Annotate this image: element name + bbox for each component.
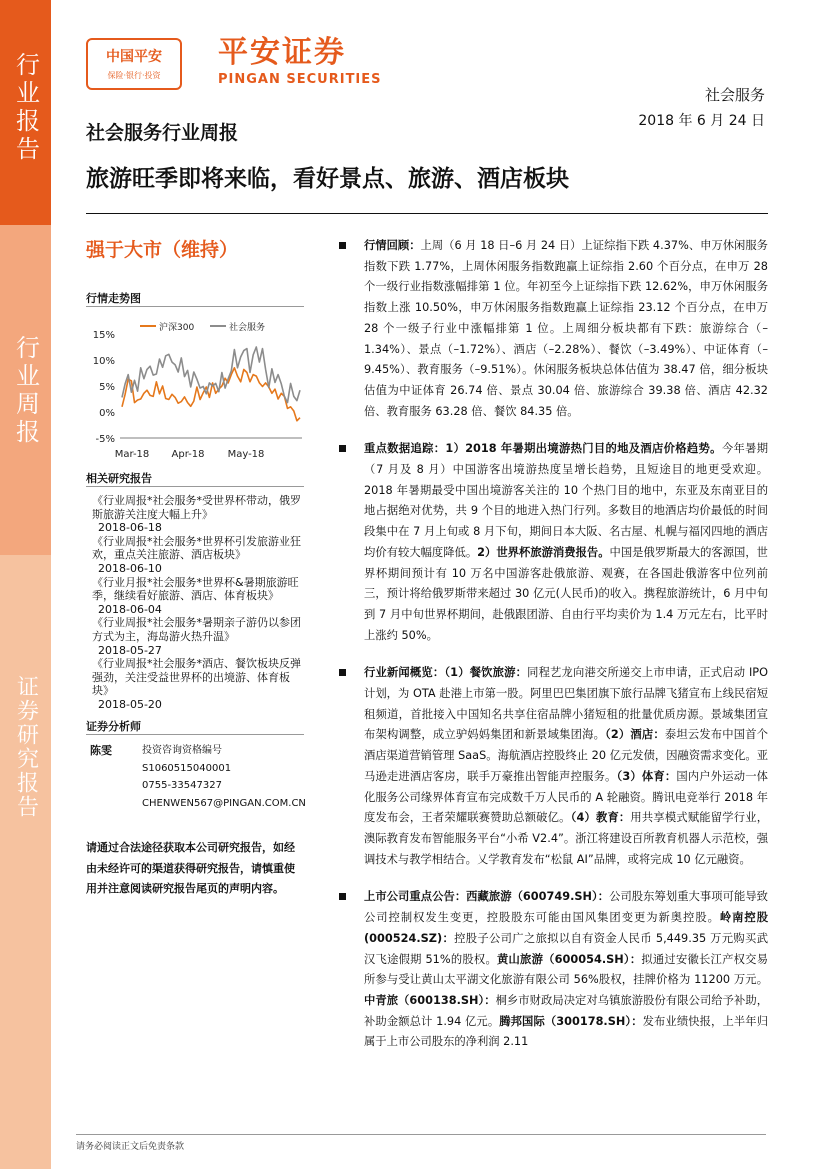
market-review-paragraph [338,236,768,422]
related-report-item[interactable] [92,576,304,617]
para-text: 国内户外运动一体化服务公司缘界体育宣布完成数千万人民币的 A 轮融资。腾讯电竞举行 2018 年度发布会，王者荣耀联赛赞助总额破亿。 [364,769,768,825]
company-name: 黄山旅游（600054.SH）： [496,952,642,966]
divider [86,734,304,735]
company-name: 中青旅（600138.SH）： [364,993,496,1007]
x-tick-label: May-18 [227,449,265,460]
data-tracking-paragraph [338,439,768,646]
sidebar-label: 证券研究报告 [13,675,39,819]
report-date: 2018 年 6 月 24 日 [638,113,765,129]
brand-name-en: PINGAN SECURITIES [218,72,382,87]
para-lead: 行情回顾： [364,239,421,252]
sidebar-block-weekly [0,225,51,555]
sidebar-block-research [0,555,51,1169]
pingan-logo-tagline: 保险·银行·投资 [107,71,161,80]
para-lead: 重点数据追踪：1）2018 年暑期出境游热门目的地及酒店价格趋势。 [364,442,722,456]
x-tick-label: Mar-18 [114,449,150,460]
footer-note: 请务必阅读正文后免责条款 [76,1142,185,1152]
para-text: 泰坦云发布中国首个酒店渠道营销管理 SaaS。海航酒店控股终止 20 亿元发债，因融资需求变化。亚马逊走进酒店客房，联手万豪推出智能声控服务。 [364,728,768,783]
related-report-item[interactable] [92,494,304,535]
analyst-phone: 0755-33547327 [142,780,222,791]
brand-logo [218,36,382,87]
related-report-item[interactable] [92,535,304,576]
para-text: 控股子公司广之旅拟以自有资金人民币 5,449.35 万元购买武汉飞途假期 51%的股权。 [364,931,768,966]
analyst-license: S1060515040001 [142,762,232,774]
related-report-title: 《行业周报*社会服务*暑期亲子游仍以参团方式为主，海岛游火热升温》 [92,616,301,643]
page-title: 旅游旺季即将来临，看好景点、旅游、酒店板块 [86,166,569,192]
para-text: 发布业绩快报，上半年归属于上市公司股东的净利润 2.11 [364,1014,768,1049]
para-lead: （2）酒店： [605,728,665,742]
industry-label: 社会服务 [704,86,765,104]
para-text: 拟通过安徽长江产权交易所参与受让黄山太平湖文化旅游有限公司 56%股权，挂牌价格为 11200 万元。 [364,952,768,987]
chart-svg [86,316,306,466]
para-text: 公司股东筹划重大事项可能导致公司控制权发生变更，控股股东可能由国风集团变更为新奥控股。 [364,890,768,925]
analyst-role: 投资咨询资格编号 [142,745,222,756]
y-tick-label: 10% [92,356,115,367]
rating: 强于大市（维持） [86,239,239,261]
para-text: 今年暑期（7 月及 8 月）中国游客出境游热度呈增长趋势，且短途目的地更受欢迎。2018 年暑期最受中国出境游客关注的 10 个热门目的地中，东亚及东南亚目的地占据绝对优势，共 9 个目的地进入热门行列。多数目的地酒店均价最低的时间段集中在 7 月上旬或 8 月下旬，期间日本大阪、名古屋、札幌与福冈四地的酒店均价有较大幅度降低。 [364,442,768,559]
related-report-title: 《行业月报*社会服务*世界杯&暑期旅游旺季，继续看好旅游、酒店、体育板块》 [92,575,299,603]
x-tick-label: Apr-18 [171,449,205,460]
para-lead: （3）体育： [616,769,677,783]
sidebar-label: 行业报告 [11,52,40,164]
sidebar-label: 行业周报 [11,335,40,447]
legend-label: 沪深300 [159,323,195,333]
para-text: 上周（6 月 18 日–6 月 24 日）上证综指下跌 4.37%、申万休闲服务指数下跌 1.77%，上周休闲服务指数跑赢上证综指 2.60 个百分点，在申万 28 个一级行业指数涨幅排第 1 位。年初至今上证综指下跌 12.62%，申万休闲服务指数上涨 10.50%，申万休闲服务指数跑赢上证综指 23.12 个百分点，在申万 28 个一级子行业中涨幅排第 1 位。上周细分板块都有下跌：旅游综合（–1.34%）、景点（–1.72%）、酒店（–2.28%）、餐饮（–3.49%）、中证体育（–9.45%）、教育服务（–9.51%）。休闲服务板块总体估值为 38.47 倍，细分板块估值为中证体育 26.74 倍、景点 30.04 倍、旅游综合 39.38 倍、酒店 42.32 倍、教育服务 63.28 倍、餐饮 84.35 倍。 [364,239,768,418]
bullet-icon [339,893,346,900]
para-lead: 上市公司重点公告： [364,890,467,904]
y-tick-label: -5% [95,434,115,445]
bullet-icon [339,242,346,249]
para-lead: 行业新闻概览：（1）餐饮旅游： [364,666,528,680]
related-reports [92,494,304,712]
sidebar-block-report [0,0,51,225]
bullet-icon [339,445,346,452]
para-text: 同程艺龙向港交所递交上市申请，正式启动 IPO 计划，为 OTA 赴港上市第一股。阿里巴巴集团旗下旅行品牌飞猪宣布上线民宿短租频道，首批接入中国知名共享住宿品牌小猪短租的批量优质房源。景域集团宣布架构调整，成立驴妈妈集团和新景域集团海。 [364,666,768,742]
divider [86,486,304,487]
analyst-name: 陈雯 [90,744,112,757]
y-tick-label: 15% [92,330,115,341]
related-report-date: 2018-06-04 [98,602,162,616]
bullet-icon [339,669,346,676]
company-name: 岭南控股(000524.SZ)： [364,911,768,945]
para-text: 桐乡市财政局决定对乌镇旅游股份有限公司给予补助，补助金额总计 1.94 亿元。 [364,993,768,1028]
disclaimer: 请通过合法途径获取本公司研究报告，如经由未经许可的渠道获得研究报告，请慎重使用并注意阅读研究报告尾页的声明内容。 [86,841,295,895]
related-report-title: 《行业周报*社会服务*世界杯引发旅游业狂欢，重点关注旅游、酒店板块》 [92,534,301,562]
divider [76,1134,766,1135]
para-text: 用共享模式赋能留学行业，澳际教育发布智能服务平台“小希 V2.4”。浙江将建设百所教育机器人示范校，强调技术与教学相结合。乂学教育发布“松鼠 AI”品牌，或将完成 10 亿元融资。 [364,811,768,866]
y-tick-label: 5% [99,382,115,393]
related-report-date: 2018-05-27 [98,643,162,657]
company-announcements-paragraph [338,887,768,1053]
main-content [338,236,768,1053]
brand-name-cn: 平安证券 [218,35,346,70]
related-report-title: 《行业周报*社会服务*酒店、餐饮板块反弹强劲，关注受益世界杯的出境游、体育板块》 [92,657,301,698]
industry-news-paragraph [338,663,768,870]
chart-section-title: 行情走势图 [86,292,141,305]
divider [86,213,768,214]
related-report-date: 2018-06-10 [98,561,162,575]
report-type: 社会服务行业周报 [86,122,239,144]
pingan-logo [86,38,182,90]
related-report-title: 《行业周报*社会服务*受世界杯带动，俄罗斯旅游关注度大幅上升》 [92,494,301,521]
legend-label: 社会服务 [229,323,266,333]
pingan-logo-text: 中国平安 [106,49,162,65]
related-report-date: 2018-06-18 [98,521,162,535]
company-name: 西藏旅游（600749.SH）： [466,890,610,904]
y-tick-label: 0% [99,408,115,419]
divider [86,306,304,307]
related-report-date: 2018-05-20 [98,697,162,711]
para-text: 中国是俄罗斯最大的客源国，世界杯期间预计有 10 万名中国游客赴俄旅游、观赛，在各国赴俄游客中位列前三，预计将给俄罗斯带来超过 30 亿元(人民币)的收入。携程旅游统计，6 月中旬到 7 月中旬世界杯期间，赴俄跟团游、自由行平均卖价为 1.4 万元左右，比平时上涨约 50%。 [364,545,768,642]
related-report-item[interactable] [92,616,304,657]
analyst-email[interactable]: CHENWEN567@PINGAN.COM.CN [142,797,306,809]
analyst-section-title: 证券分析师 [86,720,141,733]
company-name: 腾邦国际（300178.SH）： [499,1014,643,1028]
related-report-item[interactable] [92,657,304,711]
para-lead: 2）世界杯旅游消费报告。 [477,545,610,559]
related-section-title: 相关研究报告 [86,472,152,485]
para-lead: （4）教育： [570,811,631,825]
market-trend-chart [86,316,306,466]
sidebar [0,0,51,1169]
